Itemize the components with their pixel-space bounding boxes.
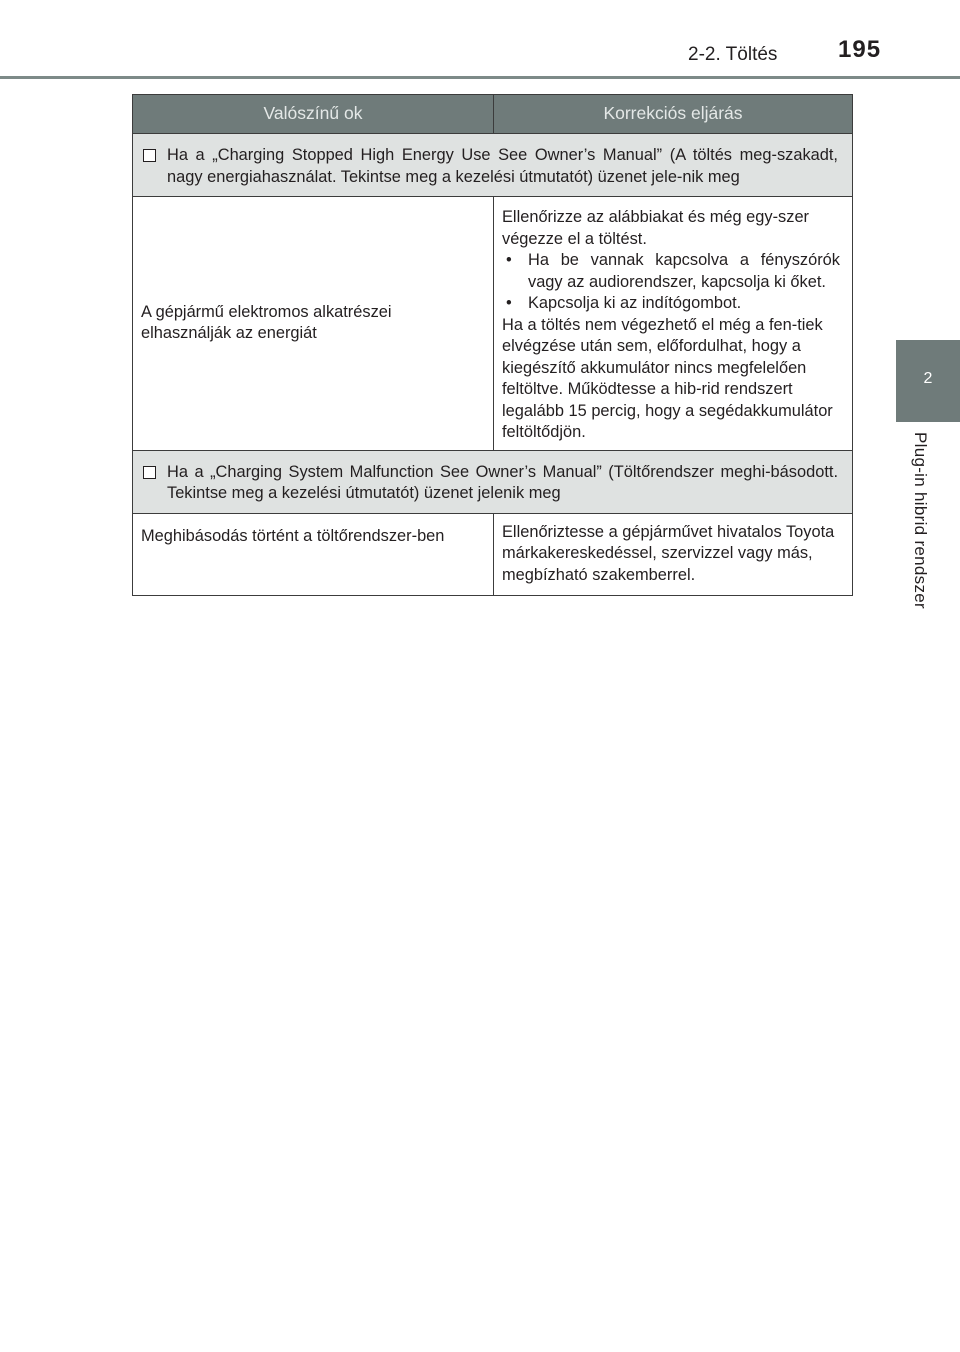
fix-intro: Ellenőrizze az alábbiakat és még egy-szer végezze el a töltést. [502, 208, 810, 248]
fix-outro: Ha a töltés nem végezhető el még a fen-tiek elvégzése után sem, előfordulhat, hogy a kiegészítő akkumulátor nincs megfelelően feltöltve. Működtesse a hib-rid rendszert legalább 15 percig, hogy a segédakkumulátor feltöltődjön. [502, 315, 833, 441]
condition-cell [133, 134, 853, 197]
chapter-label: Plug-in hibrid rendszer [911, 432, 930, 609]
column-header-cause: Valószínű ok [133, 95, 494, 134]
fix-bullet: • Kapcsolja ki az indítógombot. [502, 293, 840, 315]
condition-text: Ha a „Charging System Malfunction See Owner’s Manual” (Töltőrendszer meghi-básodott. Tekintse meg a kezelési útmutatót) üzenet jelenik meg [167, 462, 838, 502]
section-title: 2-2. Töltés [688, 44, 778, 65]
cause-cell: A gépjármű elektromos alkatrészei elhasználják az energiát [133, 197, 494, 451]
checkbox-square-icon [143, 149, 156, 162]
fix-bullet: • Ha be vannak kapcsolva a fényszórók vagy az audiorendszer, kapcsolja ki őket. [502, 250, 840, 293]
checkbox-square-icon [143, 466, 156, 479]
table-row [133, 513, 853, 596]
cause-cell: Meghibásodás történt a töltőrendszer-ben [133, 513, 494, 596]
condition-text: Ha a „Charging Stopped High Energy Use See Owner’s Manual” (A töltés meg-szakadt, nagy energiahasználat. Tekintse meg a kezelési útmutatót) üzenet jele-nik meg [167, 146, 838, 186]
header-rule [0, 76, 960, 79]
chapter-tab [896, 340, 960, 422]
fix-intro: Ellenőriztesse a gépjárművet hivatalos Toyota márkakereskedéssel, szervizzel vagy más, megbízható szakemberrel. [502, 522, 835, 584]
condition-cell [133, 450, 853, 513]
chapter-number: 2 [923, 370, 933, 387]
fix-cell [494, 513, 853, 596]
troubleshooting-table [132, 94, 853, 596]
table-row [133, 197, 853, 451]
table-header-row [133, 95, 853, 134]
condition-row [133, 450, 853, 513]
column-header-fix: Korrekciós eljárás [494, 95, 853, 134]
page-number: 195 [838, 36, 882, 63]
fix-cell [494, 197, 853, 451]
condition-row [133, 134, 853, 197]
